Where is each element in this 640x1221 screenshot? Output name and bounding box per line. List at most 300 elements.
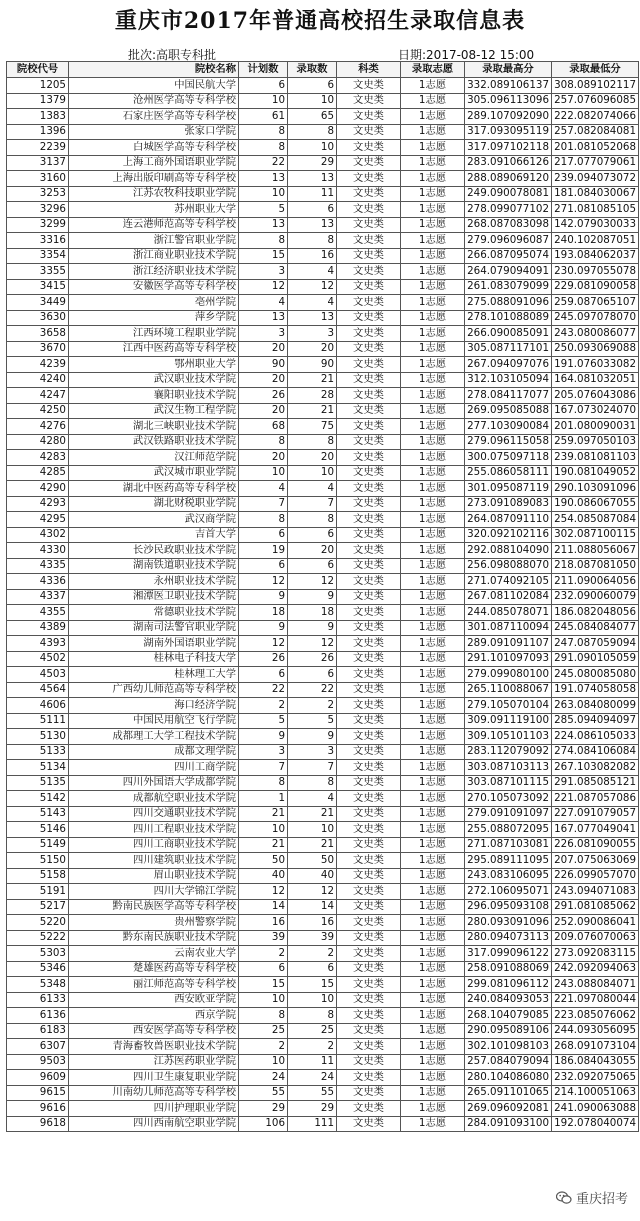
cell-code: 4283 bbox=[7, 450, 69, 466]
cell-max-score: 317.097102118 bbox=[465, 140, 552, 156]
cell-plan: 8 bbox=[239, 434, 288, 450]
cell-code: 3296 bbox=[7, 202, 69, 218]
table-row bbox=[7, 558, 639, 574]
cell-code: 3253 bbox=[7, 186, 69, 202]
cell-school: 中国民用航空飞行学院 bbox=[69, 713, 239, 729]
cell-choice: 1志愿 bbox=[401, 124, 465, 140]
admission-table bbox=[6, 61, 639, 1132]
table-row bbox=[7, 140, 639, 156]
cell-category: 文史类 bbox=[337, 1070, 401, 1086]
cell-plan: 3 bbox=[239, 744, 288, 760]
cell-choice: 1志愿 bbox=[401, 636, 465, 652]
cell-plan: 10 bbox=[239, 822, 288, 838]
cell-choice: 1志愿 bbox=[401, 295, 465, 311]
cell-choice: 1志愿 bbox=[401, 667, 465, 683]
cell-category: 文史类 bbox=[337, 527, 401, 543]
cell-max-score: 300.075097118 bbox=[465, 450, 552, 466]
cell-code: 5146 bbox=[7, 822, 69, 838]
cell-admitted: 4 bbox=[288, 264, 337, 280]
cell-min-score: 241.090063088 bbox=[552, 1101, 639, 1117]
cell-choice: 1志愿 bbox=[401, 248, 465, 264]
cell-plan: 6 bbox=[239, 667, 288, 683]
cell-admitted: 13 bbox=[288, 310, 337, 326]
cell-max-score: 271.087103081 bbox=[465, 837, 552, 853]
cell-category: 文史类 bbox=[337, 589, 401, 605]
cell-admitted: 10 bbox=[288, 140, 337, 156]
header-min-score: 录取最低分 bbox=[552, 62, 639, 78]
cell-choice: 1志愿 bbox=[401, 465, 465, 481]
cell-admitted: 20 bbox=[288, 450, 337, 466]
cell-min-score: 217.077079061 bbox=[552, 155, 639, 171]
cell-min-score: 239.094073072 bbox=[552, 171, 639, 187]
cell-admitted: 40 bbox=[288, 868, 337, 884]
cell-plan: 20 bbox=[239, 372, 288, 388]
cell-category: 文史类 bbox=[337, 620, 401, 636]
cell-max-score: 273.091089083 bbox=[465, 496, 552, 512]
cell-category: 文史类 bbox=[337, 512, 401, 528]
cell-plan: 25 bbox=[239, 1023, 288, 1039]
cell-max-score: 305.087117101 bbox=[465, 341, 552, 357]
cell-min-score: 167.077049041 bbox=[552, 822, 639, 838]
cell-category: 文史类 bbox=[337, 1023, 401, 1039]
cell-category: 文史类 bbox=[337, 977, 401, 993]
cell-code: 5303 bbox=[7, 946, 69, 962]
table-row bbox=[7, 295, 639, 311]
cell-plan: 4 bbox=[239, 481, 288, 497]
cell-choice: 1志愿 bbox=[401, 589, 465, 605]
cell-max-score: 299.081096112 bbox=[465, 977, 552, 993]
cell-choice: 1志愿 bbox=[401, 109, 465, 125]
cell-min-score: 302.087100115 bbox=[552, 527, 639, 543]
cell-max-score: 255.088072095 bbox=[465, 822, 552, 838]
cell-min-score: 257.082084081 bbox=[552, 124, 639, 140]
cell-school: 江西环境工程职业学院 bbox=[69, 326, 239, 342]
cell-category: 文史类 bbox=[337, 295, 401, 311]
table-body bbox=[7, 78, 639, 1132]
cell-category: 文史类 bbox=[337, 217, 401, 233]
cell-plan: 29 bbox=[239, 1101, 288, 1117]
cell-choice: 1志愿 bbox=[401, 620, 465, 636]
table-row bbox=[7, 496, 639, 512]
cell-plan: 6 bbox=[239, 558, 288, 574]
cell-plan: 8 bbox=[239, 1008, 288, 1024]
cell-school: 湖北中医药高等专科学校 bbox=[69, 481, 239, 497]
cell-choice: 1志愿 bbox=[401, 930, 465, 946]
cell-admitted: 11 bbox=[288, 1054, 337, 1070]
cell-school: 四川卫生康复职业学院 bbox=[69, 1070, 239, 1086]
cell-choice: 1志愿 bbox=[401, 543, 465, 559]
cell-max-score: 291.101097093 bbox=[465, 651, 552, 667]
cell-choice: 1志愿 bbox=[401, 527, 465, 543]
cell-admitted: 21 bbox=[288, 403, 337, 419]
cell-choice: 1志愿 bbox=[401, 357, 465, 373]
table-row bbox=[7, 698, 639, 714]
cell-max-score: 309.105101103 bbox=[465, 729, 552, 745]
cell-max-score: 302.101098103 bbox=[465, 1039, 552, 1055]
cell-code: 3137 bbox=[7, 155, 69, 171]
cell-min-score: 191.076033082 bbox=[552, 357, 639, 373]
cell-code: 4337 bbox=[7, 589, 69, 605]
table-row bbox=[7, 372, 639, 388]
cell-code: 4276 bbox=[7, 419, 69, 435]
cell-code: 4290 bbox=[7, 481, 69, 497]
cell-admitted: 12 bbox=[288, 574, 337, 590]
cell-school: 常德职业技术学院 bbox=[69, 605, 239, 621]
cell-school: 四川工商职业技术学院 bbox=[69, 837, 239, 853]
table-row bbox=[7, 1023, 639, 1039]
cell-category: 文史类 bbox=[337, 729, 401, 745]
cell-min-score: 254.085087084 bbox=[552, 512, 639, 528]
cell-min-score: 285.094094097 bbox=[552, 713, 639, 729]
cell-choice: 1志愿 bbox=[401, 729, 465, 745]
cell-category: 文史类 bbox=[337, 450, 401, 466]
cell-min-score: 186.084043055 bbox=[552, 1054, 639, 1070]
table-row bbox=[7, 217, 639, 233]
cell-school: 海口经济学院 bbox=[69, 698, 239, 714]
cell-admitted: 8 bbox=[288, 775, 337, 791]
cell-school: 湖南铁道职业技术学院 bbox=[69, 558, 239, 574]
cell-code: 9609 bbox=[7, 1070, 69, 1086]
cell-school: 武汉商学院 bbox=[69, 512, 239, 528]
cell-school: 浙江经济职业技术学院 bbox=[69, 264, 239, 280]
cell-category: 文史类 bbox=[337, 419, 401, 435]
table-row bbox=[7, 310, 639, 326]
cell-code: 4285 bbox=[7, 465, 69, 481]
cell-code: 5133 bbox=[7, 744, 69, 760]
cell-choice: 1志愿 bbox=[401, 744, 465, 760]
cell-code: 3355 bbox=[7, 264, 69, 280]
cell-plan: 39 bbox=[239, 930, 288, 946]
cell-school: 四川工商学院 bbox=[69, 760, 239, 776]
cell-admitted: 111 bbox=[288, 1116, 337, 1132]
table-row bbox=[7, 264, 639, 280]
cell-min-score: 191.074058058 bbox=[552, 682, 639, 698]
cell-plan: 61 bbox=[239, 109, 288, 125]
cell-min-score: 243.094071083 bbox=[552, 884, 639, 900]
cell-choice: 1志愿 bbox=[401, 992, 465, 1008]
table-row bbox=[7, 357, 639, 373]
cell-category: 文史类 bbox=[337, 264, 401, 280]
cell-plan: 5 bbox=[239, 713, 288, 729]
cell-max-score: 269.096092081 bbox=[465, 1101, 552, 1117]
cell-choice: 1志愿 bbox=[401, 450, 465, 466]
cell-category: 文史类 bbox=[337, 574, 401, 590]
cell-category: 文史类 bbox=[337, 481, 401, 497]
cell-plan: 3 bbox=[239, 264, 288, 280]
cell-admitted: 4 bbox=[288, 295, 337, 311]
cell-admitted: 6 bbox=[288, 667, 337, 683]
cell-plan: 5 bbox=[239, 202, 288, 218]
cell-plan: 2 bbox=[239, 946, 288, 962]
cell-admitted: 21 bbox=[288, 372, 337, 388]
cell-code: 4564 bbox=[7, 682, 69, 698]
cell-max-score: 317.093095119 bbox=[465, 124, 552, 140]
table-row bbox=[7, 992, 639, 1008]
cell-code: 5143 bbox=[7, 806, 69, 822]
cell-max-score: 266.090085091 bbox=[465, 326, 552, 342]
cell-code: 5130 bbox=[7, 729, 69, 745]
cell-school: 西安欧亚学院 bbox=[69, 992, 239, 1008]
cell-category: 文史类 bbox=[337, 140, 401, 156]
table-row bbox=[7, 155, 639, 171]
cell-plan: 8 bbox=[239, 775, 288, 791]
cell-admitted: 24 bbox=[288, 1070, 337, 1086]
cell-plan: 68 bbox=[239, 419, 288, 435]
cell-min-score: 201.080090031 bbox=[552, 419, 639, 435]
cell-choice: 1志愿 bbox=[401, 1039, 465, 1055]
cell-admitted: 9 bbox=[288, 589, 337, 605]
cell-choice: 1志愿 bbox=[401, 791, 465, 807]
cell-admitted: 55 bbox=[288, 1085, 337, 1101]
cell-category: 文史类 bbox=[337, 496, 401, 512]
cell-school: 武汉职业技术学院 bbox=[69, 372, 239, 388]
cell-plan: 10 bbox=[239, 465, 288, 481]
cell-category: 文史类 bbox=[337, 930, 401, 946]
cell-min-score: 227.091079057 bbox=[552, 806, 639, 822]
cell-choice: 1志愿 bbox=[401, 496, 465, 512]
cell-min-score: 226.099057070 bbox=[552, 868, 639, 884]
cell-school: 连云港师范高等专科学校 bbox=[69, 217, 239, 233]
cell-school: 眉山职业技术学院 bbox=[69, 868, 239, 884]
cell-school: 浙江警官职业学院 bbox=[69, 233, 239, 249]
cell-plan: 10 bbox=[239, 93, 288, 109]
cell-choice: 1志愿 bbox=[401, 1023, 465, 1039]
cell-category: 文史类 bbox=[337, 744, 401, 760]
cell-max-score: 268.087083098 bbox=[465, 217, 552, 233]
cell-max-score: 267.081102084 bbox=[465, 589, 552, 605]
table-row bbox=[7, 744, 639, 760]
cell-school: 西京学院 bbox=[69, 1008, 239, 1024]
cell-category: 文史类 bbox=[337, 853, 401, 869]
cell-min-score: 259.087065107 bbox=[552, 295, 639, 311]
cell-category: 文史类 bbox=[337, 1008, 401, 1024]
cell-min-score: 232.092075065 bbox=[552, 1070, 639, 1086]
cell-admitted: 7 bbox=[288, 760, 337, 776]
cell-category: 文史类 bbox=[337, 791, 401, 807]
cell-school: 四川护理职业学院 bbox=[69, 1101, 239, 1117]
header-admitted: 录取数 bbox=[288, 62, 337, 78]
cell-admitted: 20 bbox=[288, 341, 337, 357]
cell-code: 4250 bbox=[7, 403, 69, 419]
cell-code: 4389 bbox=[7, 620, 69, 636]
cell-max-score: 272.106095071 bbox=[465, 884, 552, 900]
cell-min-score: 164.081032051 bbox=[552, 372, 639, 388]
cell-choice: 1志愿 bbox=[401, 574, 465, 590]
cell-plan: 14 bbox=[239, 899, 288, 915]
cell-category: 文史类 bbox=[337, 884, 401, 900]
cell-category: 文史类 bbox=[337, 403, 401, 419]
cell-choice: 1志愿 bbox=[401, 1054, 465, 1070]
cell-code: 2239 bbox=[7, 140, 69, 156]
cell-admitted: 10 bbox=[288, 93, 337, 109]
cell-category: 文史类 bbox=[337, 372, 401, 388]
cell-choice: 1志愿 bbox=[401, 946, 465, 962]
cell-code: 5149 bbox=[7, 837, 69, 853]
cell-min-score: 252.090086041 bbox=[552, 915, 639, 931]
cell-min-score: 240.102087051 bbox=[552, 233, 639, 249]
cell-school: 襄阳职业技术学院 bbox=[69, 388, 239, 404]
cell-min-score: 211.088056067 bbox=[552, 543, 639, 559]
cell-min-score: 207.075063069 bbox=[552, 853, 639, 869]
cell-category: 文史类 bbox=[337, 1054, 401, 1070]
cell-max-score: 320.092102116 bbox=[465, 527, 552, 543]
cell-max-score: 266.087095074 bbox=[465, 248, 552, 264]
cell-school: 丽江师范高等专科学校 bbox=[69, 977, 239, 993]
cell-plan: 16 bbox=[239, 915, 288, 931]
cell-category: 文史类 bbox=[337, 1085, 401, 1101]
cell-school: 湖南司法警官职业学院 bbox=[69, 620, 239, 636]
cell-code: 5220 bbox=[7, 915, 69, 931]
cell-category: 文史类 bbox=[337, 899, 401, 915]
table-row bbox=[7, 853, 639, 869]
cell-category: 文史类 bbox=[337, 78, 401, 94]
cell-min-score: 223.085076062 bbox=[552, 1008, 639, 1024]
cell-code: 4330 bbox=[7, 543, 69, 559]
table-row bbox=[7, 1054, 639, 1070]
cell-category: 文史类 bbox=[337, 465, 401, 481]
cell-plan: 15 bbox=[239, 977, 288, 993]
cell-plan: 7 bbox=[239, 496, 288, 512]
table-row bbox=[7, 481, 639, 497]
cell-plan: 8 bbox=[239, 233, 288, 249]
cell-choice: 1志愿 bbox=[401, 698, 465, 714]
cell-plan: 106 bbox=[239, 1116, 288, 1132]
cell-school: 中国民航大学 bbox=[69, 78, 239, 94]
cell-category: 文史类 bbox=[337, 760, 401, 776]
table-row bbox=[7, 605, 639, 621]
cell-min-score: 263.084080099 bbox=[552, 698, 639, 714]
cell-max-score: 284.091093100 bbox=[465, 1116, 552, 1132]
header-choice: 录取志愿 bbox=[401, 62, 465, 78]
table-row bbox=[7, 930, 639, 946]
cell-school: 江西中医药高等专科学校 bbox=[69, 341, 239, 357]
table-row bbox=[7, 574, 639, 590]
cell-school: 四川西南航空职业学院 bbox=[69, 1116, 239, 1132]
table-row bbox=[7, 837, 639, 853]
cell-category: 文史类 bbox=[337, 434, 401, 450]
cell-plan: 9 bbox=[239, 729, 288, 745]
cell-school: 四川建筑职业技术学院 bbox=[69, 853, 239, 869]
cell-min-score: 192.078040074 bbox=[552, 1116, 639, 1132]
cell-max-score: 277.103090084 bbox=[465, 419, 552, 435]
cell-plan: 12 bbox=[239, 636, 288, 652]
cell-category: 文史类 bbox=[337, 558, 401, 574]
table-row bbox=[7, 450, 639, 466]
cell-choice: 1志愿 bbox=[401, 1101, 465, 1117]
cell-min-score: 230.097055078 bbox=[552, 264, 639, 280]
cell-max-score: 275.088091096 bbox=[465, 295, 552, 311]
cell-max-score: 240.084093053 bbox=[465, 992, 552, 1008]
cell-plan: 22 bbox=[239, 682, 288, 698]
table-row bbox=[7, 109, 639, 125]
cell-school: 贵州警察学院 bbox=[69, 915, 239, 931]
table-row bbox=[7, 403, 639, 419]
cell-admitted: 7 bbox=[288, 496, 337, 512]
cell-school: 亳州学院 bbox=[69, 295, 239, 311]
cell-school: 四川工程职业技术学院 bbox=[69, 822, 239, 838]
table-row bbox=[7, 419, 639, 435]
cell-plan: 10 bbox=[239, 992, 288, 1008]
cell-choice: 1志愿 bbox=[401, 326, 465, 342]
cell-plan: 26 bbox=[239, 651, 288, 667]
cell-category: 文史类 bbox=[337, 605, 401, 621]
cell-max-score: 244.085078071 bbox=[465, 605, 552, 621]
cell-min-score: 243.088084071 bbox=[552, 977, 639, 993]
cell-choice: 1志愿 bbox=[401, 93, 465, 109]
header-school: 院校名称 bbox=[69, 62, 239, 78]
cell-min-score: 259.097050103 bbox=[552, 434, 639, 450]
cell-plan: 15 bbox=[239, 248, 288, 264]
cell-min-score: 232.090060079 bbox=[552, 589, 639, 605]
cell-code: 3299 bbox=[7, 217, 69, 233]
cell-category: 文史类 bbox=[337, 171, 401, 187]
cell-max-score: 301.095087119 bbox=[465, 481, 552, 497]
cell-choice: 1志愿 bbox=[401, 202, 465, 218]
cell-admitted: 21 bbox=[288, 806, 337, 822]
cell-school: 楚雄医药高等专科学校 bbox=[69, 961, 239, 977]
cell-max-score: 261.083079099 bbox=[465, 279, 552, 295]
table-row bbox=[7, 961, 639, 977]
cell-category: 文史类 bbox=[337, 667, 401, 683]
cell-school: 四川大学锦江学院 bbox=[69, 884, 239, 900]
cell-max-score: 280.094073113 bbox=[465, 930, 552, 946]
cell-choice: 1志愿 bbox=[401, 853, 465, 869]
cell-min-score: 205.076043086 bbox=[552, 388, 639, 404]
table-row bbox=[7, 202, 639, 218]
cell-school: 湖南外国语职业学院 bbox=[69, 636, 239, 652]
table-row bbox=[7, 729, 639, 745]
cell-plan: 40 bbox=[239, 868, 288, 884]
cell-admitted: 4 bbox=[288, 481, 337, 497]
cell-school: 云南农业大学 bbox=[69, 946, 239, 962]
table-row bbox=[7, 93, 639, 109]
cell-choice: 1志愿 bbox=[401, 868, 465, 884]
cell-min-score: 224.086105033 bbox=[552, 729, 639, 745]
cell-code: 5111 bbox=[7, 713, 69, 729]
cell-min-score: 190.086067055 bbox=[552, 496, 639, 512]
cell-admitted: 5 bbox=[288, 713, 337, 729]
cell-choice: 1志愿 bbox=[401, 682, 465, 698]
cell-category: 文史类 bbox=[337, 233, 401, 249]
cell-min-score: 222.082074066 bbox=[552, 109, 639, 125]
table-row bbox=[7, 512, 639, 528]
cell-max-score: 283.091066126 bbox=[465, 155, 552, 171]
cell-choice: 1志愿 bbox=[401, 651, 465, 667]
cell-school: 桂林电子科技大学 bbox=[69, 651, 239, 667]
cell-school: 湘潭医卫职业技术学院 bbox=[69, 589, 239, 605]
cell-max-score: 288.089069120 bbox=[465, 171, 552, 187]
cell-plan: 10 bbox=[239, 1054, 288, 1070]
cell-category: 文史类 bbox=[337, 357, 401, 373]
cell-choice: 1志愿 bbox=[401, 605, 465, 621]
table-row bbox=[7, 124, 639, 140]
table-row bbox=[7, 326, 639, 342]
table-row bbox=[7, 1039, 639, 1055]
cell-choice: 1志愿 bbox=[401, 481, 465, 497]
cell-choice: 1志愿 bbox=[401, 775, 465, 791]
cell-max-score: 332.089106137 bbox=[465, 78, 552, 94]
cell-admitted: 3 bbox=[288, 744, 337, 760]
cell-code: 5142 bbox=[7, 791, 69, 807]
cell-min-score: 273.092083115 bbox=[552, 946, 639, 962]
cell-plan: 1 bbox=[239, 791, 288, 807]
cell-category: 文史类 bbox=[337, 1116, 401, 1132]
cell-code: 4355 bbox=[7, 605, 69, 621]
table-row bbox=[7, 915, 639, 931]
cell-max-score: 249.090078081 bbox=[465, 186, 552, 202]
cell-min-score: 267.103082082 bbox=[552, 760, 639, 776]
table-row bbox=[7, 636, 639, 652]
